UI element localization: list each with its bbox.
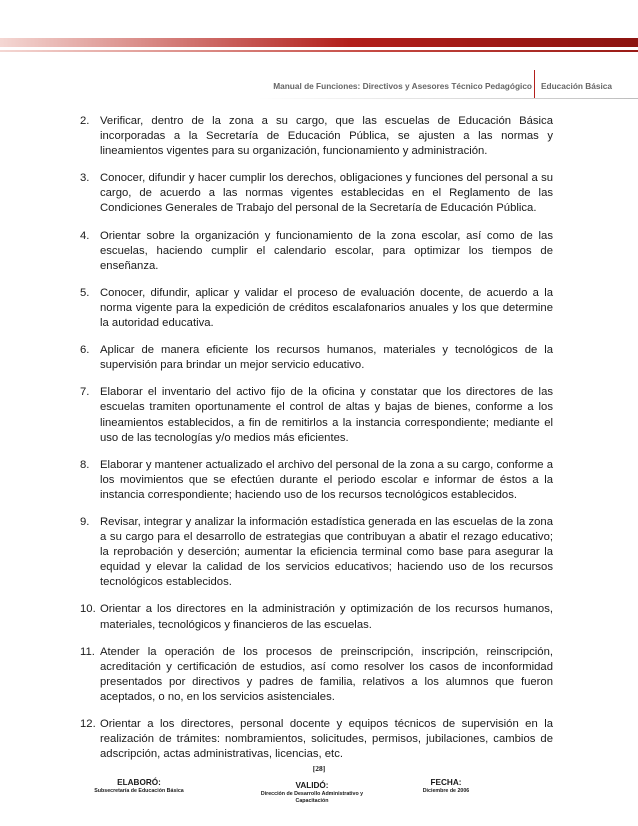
- item-text: Orientar sobre la organización y funcionamiento de la zona escolar, así como de las escuelas, haciendo cumplir el calendario escolar, para optimizar los tiempos de enseñanza.: [100, 229, 553, 272]
- valido-label: VALIDÓ:: [295, 781, 329, 790]
- list-item: [80, 385, 553, 445]
- item-number: 7.: [80, 386, 90, 399]
- header-color-band: [0, 38, 638, 47]
- document-header: [0, 80, 638, 100]
- item-text: Aplicar de manera eficiente los recursos humanos, materiales y tecnológicos de la supervisión para brindar un mejor servicio educativo.: [100, 344, 553, 372]
- item-number: 12.: [80, 718, 96, 730]
- list-item: [80, 515, 553, 590]
- footer-elaboro: [84, 778, 194, 795]
- list-item: [80, 286, 553, 331]
- elaboro-label: ELABORÓ:: [117, 778, 161, 787]
- item-number: 3.: [80, 172, 90, 185]
- fecha-label: FECHA:: [430, 778, 462, 787]
- item-text: Elaborar y mantener actualizado el archivo del personal de la zona a su cargo, conforme a los movimientos que se efectúen durante el periodo escolar e informar de éstos a la instancia correspondiente; haciendo uso de los recursos tecnológicos establecidos.: [100, 458, 553, 501]
- item-number: 4.: [80, 229, 90, 242]
- footer-valido: [252, 781, 372, 805]
- item-number: 9.: [80, 515, 90, 528]
- fecha-value: Diciembre de 2006: [422, 788, 470, 794]
- item-text: Atender la operación de los procesos de preinscripción, inscripción, reinscripción, acreditación y certificación de estudios, así como resolver los casos de inconformidad presentados por directivos y padres de familia, relativos a los alumnos que fueron aceptados, o no, en los servicios asistenciales.: [100, 645, 553, 703]
- list-item: [80, 343, 553, 373]
- document-footer: [0, 778, 638, 818]
- manual-title: Manual de Funciones: Directivos y Asesores Técnico Pedagógico: [273, 81, 532, 91]
- item-text: Conocer, difundir y hacer cumplir los derechos, obligaciones y funciones del personal a su cargo, de acuerdo a las normas vigentes establecidas en el Reglamento de las Condiciones Generales de Trabajo del personal de la Secretaría de Educación Pública.: [100, 172, 553, 215]
- header-color-line: [0, 50, 638, 52]
- list-item: [80, 645, 553, 705]
- item-number: 11.: [80, 645, 95, 658]
- item-text: Conocer, difundir, aplicar y validar el proceso de evaluación docente, de acuerdo a la norma vigente para la expedición de créditos escalafonarios anuales y los que determine la autoridad educativa.: [100, 286, 553, 330]
- page-number: [28]: [312, 764, 326, 773]
- item-number: 8.: [80, 458, 90, 471]
- list-item: [80, 602, 553, 632]
- item-text: Orientar a los directores en la administración y optimización de los recursos humanos, materiales, tecnológicos y financieros de las escuelas.: [100, 603, 553, 631]
- item-text: Elaborar el inventario del activo fijo de la oficina y constatar que los directores de las escuelas tramiten oportunamente el control de altas y bajas de bienes, conforme a los lineamientos establecidos, a fin de remitirlos a la instancia correspondiente; mediante el uso de las tecnologías y/o medios más eficientes.: [100, 386, 553, 444]
- item-number: 5.: [80, 286, 90, 299]
- valido-value: Dirección de Desarrollo Administrativo y Capacitación: [260, 791, 364, 804]
- footer-fecha: [406, 778, 486, 795]
- functions-list: [80, 114, 553, 774]
- elaboro-value: Subsecretaría de Educación Básica: [94, 788, 184, 794]
- list-item: [80, 229, 553, 274]
- list-item: [80, 458, 553, 503]
- item-text: Verificar, dentro de la zona a su cargo, que las escuelas de Educación Básica incorporadas a la Secretaría de Educación Pública, se ajusten a las normas y lineamientos vigentes para su organización, funcionamiento y administración.: [100, 115, 553, 158]
- item-text: Revisar, integrar y analizar la información estadística generada en las escuelas de la zona a su cargo para el desarrollo de estrategias que contribuyan a abatir el rezago educativo; la reprobación y deserción; aumentar la eficiencia terminal como base para asegurar la equidad y elevar la calidad de los servicios educativos; haciendo uso de los recursos tecnológicos establecidos.: [100, 515, 553, 589]
- item-number: 6.: [80, 344, 90, 357]
- header-separator: [534, 70, 535, 98]
- list-item: [80, 171, 553, 216]
- list-item: [80, 717, 553, 762]
- item-number: 2.: [80, 115, 90, 127]
- item-number: 10.: [80, 603, 96, 616]
- header-rule: [258, 98, 638, 99]
- list-item: [80, 114, 553, 159]
- item-text: Orientar a los directores, personal docente y equipos técnicos de supervisión en la realización de trámites: nombramientos, solicitudes, permisos, jubilaciones, cambios de adscripción, actas administrativas, licencias, etc.: [100, 718, 553, 761]
- header-area-label: Educación Básica: [541, 81, 613, 91]
